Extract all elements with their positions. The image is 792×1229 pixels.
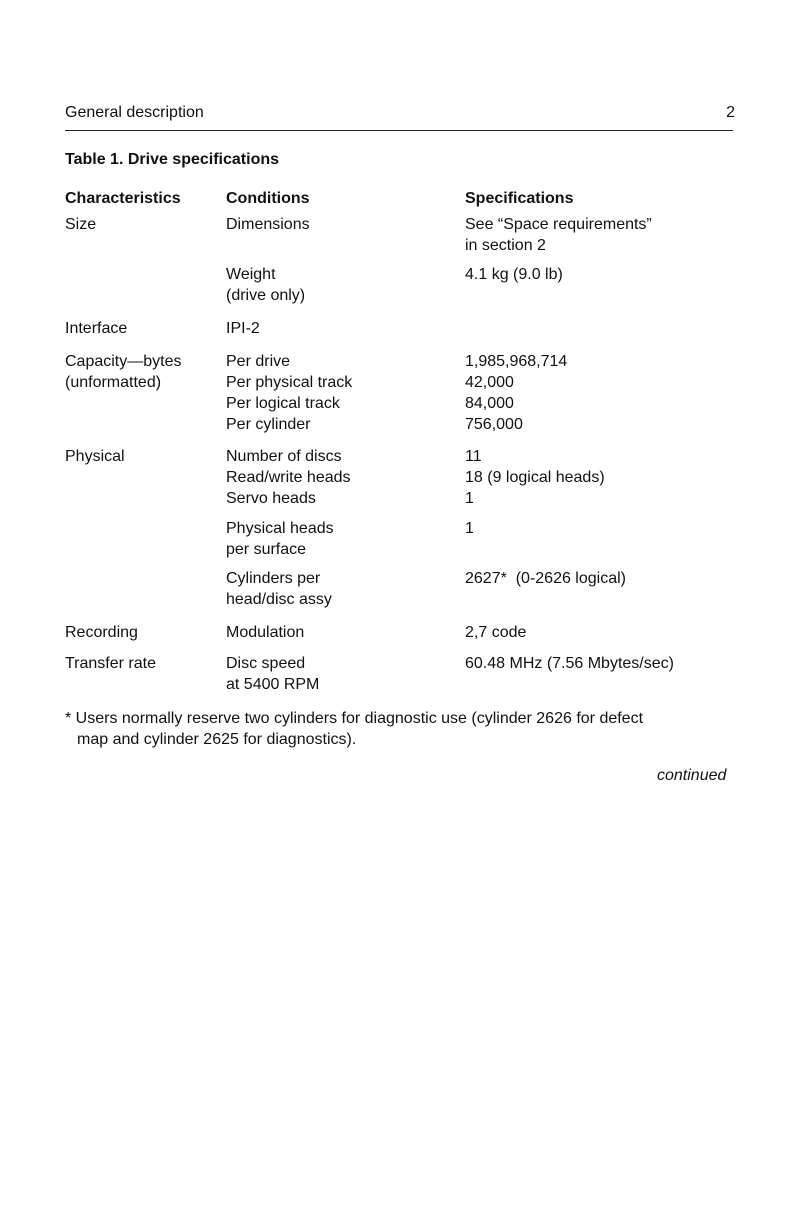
table-row-characteristic: Physical [65, 448, 125, 465]
column-header-characteristics: Characteristics [65, 190, 181, 207]
table-row-specification: 11 18 (9 logical heads) 1 [465, 448, 605, 507]
table-row-condition: Disc speed at 5400 RPM [226, 655, 320, 693]
page-header [65, 104, 735, 122]
table-row-characteristic: Capacity—bytes (unformatted) [65, 353, 182, 391]
table-row-condition: IPI-2 [226, 320, 260, 337]
page-number: 2 [726, 104, 735, 121]
table-row-characteristic: Recording [65, 624, 138, 641]
table-row-specification: 1,985,968,714 42,000 84,000 756,000 [465, 353, 568, 433]
column-header-conditions: Conditions [226, 190, 310, 207]
table-row-specification: 4.1 kg (9.0 lb) [465, 266, 563, 283]
table-row-specification: 2,7 code [465, 624, 527, 641]
column-header-specifications: Specifications [465, 190, 574, 207]
table-row-condition: Physical heads per surface [226, 520, 334, 558]
table-row-condition: Cylinders per head/disc assy [226, 570, 332, 608]
table-row-condition: Weight (drive only) [226, 266, 306, 304]
table-row-condition: Modulation [226, 624, 305, 641]
table-row-condition: Dimensions [226, 216, 310, 233]
footnote-line-1: * Users normally reserve two cylinders for diagnostic use (cylinder 2626 for defect [65, 710, 644, 727]
section-title: General description [65, 104, 204, 121]
table-row-characteristic: Size [65, 216, 97, 233]
table-title: Table 1. Drive specifications [65, 151, 280, 168]
table-row-specification: 1 [465, 520, 474, 537]
footnote [65, 708, 745, 750]
table-row-specification: See “Space requirements” in section 2 [465, 216, 652, 254]
continued-label: continued [657, 767, 727, 784]
table-row-characteristic: Interface [65, 320, 128, 337]
table-row-condition: Number of discs Read/write heads Servo heads [226, 448, 351, 507]
table-row-condition: Per drive Per physical track Per logical track Per cylinder [226, 353, 353, 433]
table-row-specification: 2627* (0-2626 logical) [465, 570, 626, 587]
header-rule [65, 130, 733, 131]
table-row-specification: 60.48 MHz (7.56 Mbytes/sec) [465, 655, 674, 672]
footnote-line-2: map and cylinder 2625 for diagnostics). [77, 731, 357, 748]
table-row-characteristic: Transfer rate [65, 655, 156, 672]
